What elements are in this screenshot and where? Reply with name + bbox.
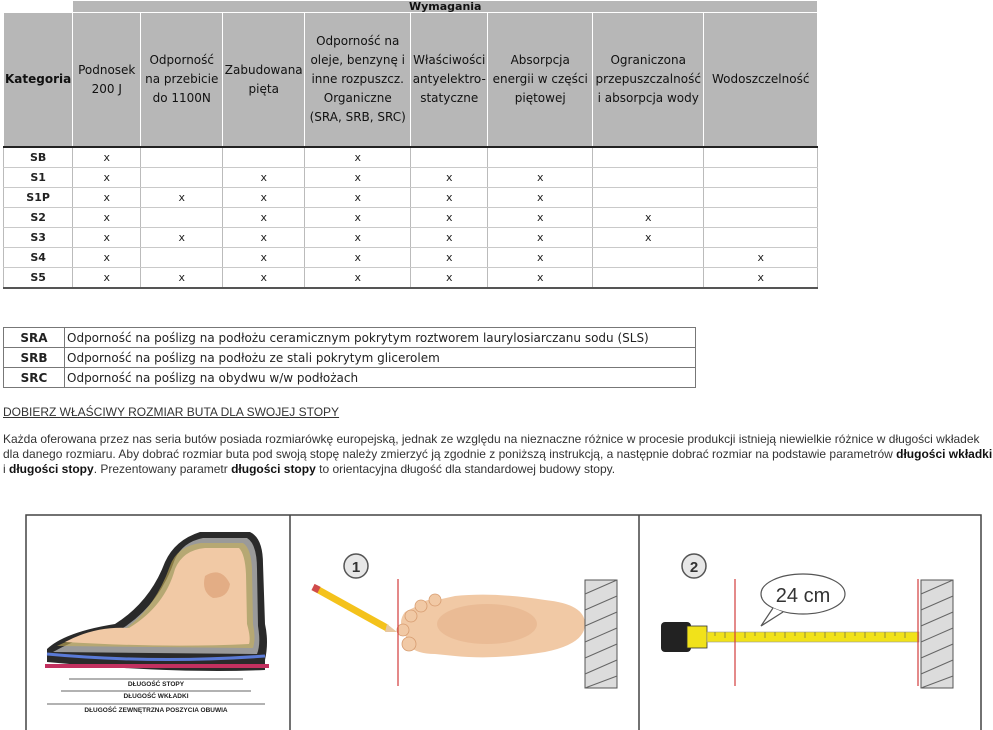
requirement-cell: x bbox=[488, 208, 593, 228]
requirement-cell bbox=[704, 147, 818, 168]
slip-code: SRC bbox=[4, 368, 65, 388]
size-heading: DOBIERZ WŁAŚCIWY ROZMIAR BUTA DLA SWOJEJ STOPY bbox=[3, 405, 340, 419]
requirement-cell bbox=[704, 228, 818, 248]
pencil-icon bbox=[313, 587, 397, 632]
step-1-badge bbox=[344, 554, 368, 578]
category-header: Kategoria bbox=[4, 13, 73, 148]
wall-hatch bbox=[921, 580, 953, 688]
requirement-cell: x bbox=[488, 188, 593, 208]
requirement-cell bbox=[488, 147, 593, 168]
requirement-cell: x bbox=[704, 268, 818, 289]
requirement-cell bbox=[141, 248, 223, 268]
requirement-cell: x bbox=[305, 147, 411, 168]
category-code: S1 bbox=[4, 168, 73, 188]
requirement-cell: x bbox=[411, 228, 488, 248]
foot-sole-drawing bbox=[397, 594, 585, 657]
slip-code: SRA bbox=[4, 328, 65, 348]
requirement-cell: x bbox=[223, 248, 305, 268]
svg-text:2: 2 bbox=[689, 559, 699, 576]
column-header: Absorpcja energii w części piętowej bbox=[488, 13, 593, 148]
requirement-cell: x bbox=[411, 248, 488, 268]
requirement-cell: x bbox=[141, 188, 223, 208]
requirement-cell: x bbox=[305, 248, 411, 268]
requirement-cell: x bbox=[488, 248, 593, 268]
category-code: SB bbox=[4, 147, 73, 168]
requirement-cell: x bbox=[223, 268, 305, 289]
measurement-bubble bbox=[761, 574, 845, 626]
table-row bbox=[4, 328, 696, 348]
slip-description: Odporność na poślizg na podłożu ze stali pokrytym glicerolem bbox=[65, 348, 696, 368]
requirement-cell bbox=[593, 147, 704, 168]
requirement-cell: x bbox=[73, 248, 141, 268]
requirement-cell bbox=[593, 268, 704, 289]
slip-resistance-table bbox=[3, 327, 696, 388]
svg-text:24 cm: 24 cm bbox=[775, 585, 831, 607]
column-header: Właściwości antyelektro-statyczne bbox=[411, 13, 488, 148]
column-header: Ograniczona przepuszczalność i absorpcja wody bbox=[593, 13, 704, 148]
category-code: S4 bbox=[4, 248, 73, 268]
column-header: Wodoszczelność bbox=[704, 13, 818, 148]
column-header: Odporność na oleje, benzynę i inne rozpuszcz. Organiczne (SRA, SRB, SRC) bbox=[305, 13, 411, 148]
requirement-cell: x bbox=[141, 228, 223, 248]
requirement-cell: x bbox=[704, 248, 818, 268]
requirement-cell bbox=[141, 147, 223, 168]
size-description: Każda oferowana przez nas seria butów posiada rozmiarówkę europejską, jednak ze względu na nieznaczne różnice w procesie produkcji istnieją niewielkie różnice w długości wkładek dla danego rozmiaru. Aby dobrać rozmiar buta pod swoją stopę należy zmierzyć ją zgodnie z poniższą instrukcją, a następnie dobrać rozmiar na podstawie parametrów długości wkładki i długości stopy. Prezentowany parametr długości stopy to orientacyjna długość dla standardowej budowy stopy. bbox=[3, 432, 993, 476]
table-row bbox=[4, 248, 818, 268]
requirement-cell: x bbox=[73, 228, 141, 248]
table-row bbox=[4, 228, 818, 248]
requirement-cell: x bbox=[141, 268, 223, 289]
requirement-cell: x bbox=[411, 208, 488, 228]
svg-text:1: 1 bbox=[351, 559, 361, 576]
requirement-cell: x bbox=[223, 228, 305, 248]
requirement-cell: x bbox=[73, 168, 141, 188]
insole-length-label: DŁUGOŚĆ WKŁADKI bbox=[123, 693, 189, 700]
requirement-cell: x bbox=[73, 188, 141, 208]
column-header: Odporność na przebicie do 1100N bbox=[141, 13, 223, 148]
bold-term: długości stopy bbox=[9, 462, 94, 476]
requirement-cell: x bbox=[411, 268, 488, 289]
requirement-cell: x bbox=[593, 228, 704, 248]
requirement-cell bbox=[704, 168, 818, 188]
requirement-cell bbox=[593, 168, 704, 188]
boot-length-labels bbox=[47, 679, 265, 714]
requirement-cell: x bbox=[488, 268, 593, 289]
requirement-cell: x bbox=[411, 188, 488, 208]
requirement-cell: x bbox=[73, 208, 141, 228]
table-row bbox=[4, 168, 818, 188]
outsole-length-label: DŁUGOŚĆ ZEWNĘTRZNA POSZYCIA OBUWIA bbox=[84, 707, 228, 714]
category-code: S1P bbox=[4, 188, 73, 208]
slip-code: SRB bbox=[4, 348, 65, 368]
requirements-table bbox=[3, 0, 818, 289]
requirement-cell: x bbox=[305, 188, 411, 208]
foot-length-label: DŁUGOŚĆ STOPY bbox=[127, 681, 185, 688]
requirement-cell bbox=[141, 168, 223, 188]
category-code: S2 bbox=[4, 208, 73, 228]
requirement-cell bbox=[593, 188, 704, 208]
table-row bbox=[4, 147, 818, 168]
table-row bbox=[4, 368, 696, 388]
wall-hatch bbox=[585, 580, 617, 688]
requirement-cell: x bbox=[73, 268, 141, 289]
group-header: Wymagania bbox=[73, 1, 818, 13]
measurement-illustration bbox=[25, 514, 982, 730]
bold-term: długości wkładki bbox=[896, 447, 993, 461]
boot-cross-section bbox=[45, 532, 269, 671]
requirement-cell: x bbox=[73, 147, 141, 168]
requirement-cell: x bbox=[411, 168, 488, 188]
tape-measure-icon bbox=[661, 622, 919, 652]
requirement-cell bbox=[223, 147, 305, 168]
requirement-cell: x bbox=[488, 168, 593, 188]
requirement-cell: x bbox=[488, 228, 593, 248]
category-code: S5 bbox=[4, 268, 73, 289]
column-header: Podnosek 200 J bbox=[73, 13, 141, 148]
slip-description: Odporność na poślizg na podłożu ceramicznym pokrytym roztworem laurylosiarczanu sodu (SLS) bbox=[65, 328, 696, 348]
requirement-cell: x bbox=[223, 208, 305, 228]
column-header: Zabudowana pięta bbox=[223, 13, 305, 148]
table-row bbox=[4, 188, 818, 208]
requirement-cell bbox=[141, 208, 223, 228]
category-code: S3 bbox=[4, 228, 73, 248]
table-row bbox=[4, 348, 696, 368]
requirement-cell bbox=[704, 188, 818, 208]
table-row bbox=[4, 268, 818, 289]
requirement-cell bbox=[704, 208, 818, 228]
requirement-cell: x bbox=[223, 168, 305, 188]
requirement-cell bbox=[411, 147, 488, 168]
requirement-cell: x bbox=[593, 208, 704, 228]
requirement-cell: x bbox=[223, 188, 305, 208]
slip-description: Odporność na poślizg na obydwu w/w podłożach bbox=[65, 368, 696, 388]
requirement-cell: x bbox=[305, 268, 411, 289]
requirement-cell: x bbox=[305, 168, 411, 188]
table-row bbox=[4, 208, 818, 228]
requirement-cell bbox=[593, 248, 704, 268]
requirement-cell: x bbox=[305, 228, 411, 248]
requirement-cell: x bbox=[305, 208, 411, 228]
step-2-badge bbox=[682, 554, 706, 578]
bold-term: długości stopy bbox=[231, 462, 316, 476]
